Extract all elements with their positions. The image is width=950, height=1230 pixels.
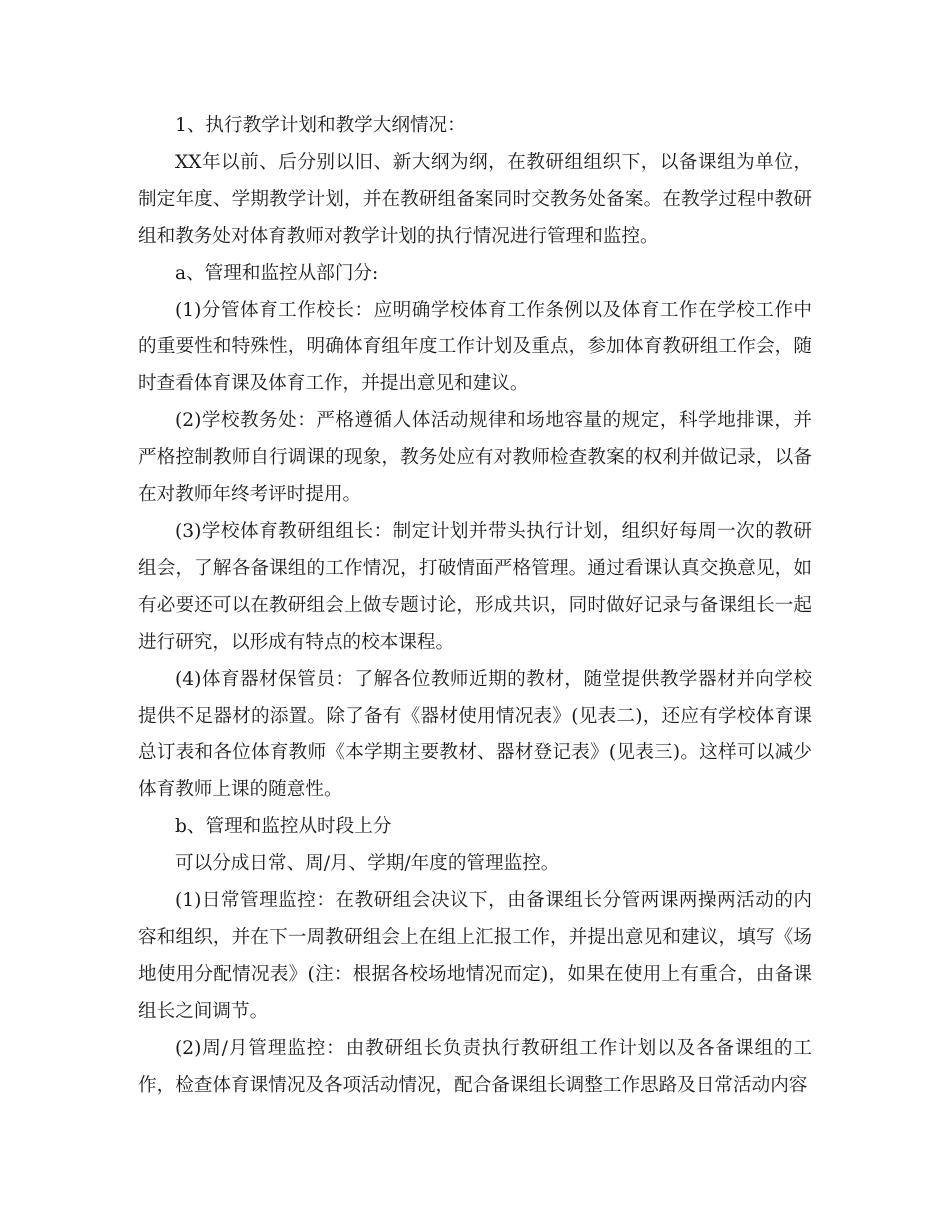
paragraph-principal: (1)分管体育工作校长：应明确学校体育工作条例以及体育工作在学校工作中的重要性和特殊性，明确体育组年度工作计划及重点，参加体育教研组工作会，随时查看体育课及体育工作，并提出意见和建议。 [138,299,812,395]
paragraph-weekly-monthly-monitoring: (2)周/月管理监控：由教研组长负责执行教研组工作计划以及各备课组的工作，检查体育课情况及各项活动情况，配合备课组长调整工作思路及日常活动内容 [138,1037,812,1096]
subsection-heading-a: a、管理和监控从部门分: [175,262,379,284]
paragraph-equipment-keeper: (4)体育器材保管员：了解各位教师近期的教材，随堂提供教学器材并向学校提供不足器材的添置。除了备有《器材使用情况表》(见表二)，还应有学校体育课总订表和各位体育教师《本学期主要教材、器材登记表》(见表三)。这样可以减少体育教师上课的随意性。 [138,668,812,801]
document-page [138,108,812,1104]
subsection-heading-b: b、管理和监控从时段上分 [175,816,392,838]
paragraph-time-periods: 可以分成日常、周/月、学期/年度的管理监控。 [175,853,560,875]
paragraph-group-leader: (3)学校体育教研组组长：制定计划并带头执行计划，组织好每周一次的教研组会，了解各备课组的工作情况，打破情面严格管理。通过看课认真交换意见，如有必要还可以在教研组会上做专题讨论，形成共识，同时做好记录与备课组长一起进行研究，以形成有特点的校本课程。 [138,520,812,653]
section-heading-1: 1、执行教学计划和教学大纲情况： [175,115,466,136]
paragraph-daily-monitoring: (1)日常管理监控：在教研组会决议下，由备课组长分管两课两操两活动的内容和组织，并在下一周教研组会上在组上汇报工作，并提出意见和建议，填写《场地使用分配情况表》(注：根据各校场地情况而定)，如果在使用上有重合，由备课组长之间调节。 [138,890,812,1022]
paragraph-academic-office: (2)学校教务处：严格遵循人体活动规律和场地容量的规定，科学地排课，并严格控制教师自行调课的现象，教务处应有对教师检查教案的权利并做记录，以备在对教师年终考评时提用。 [138,410,812,506]
intro-paragraph: XX年以前、后分别以旧、新大纲为纲，在教研组组织下，以备课组为单位，制定年度、学期教学计划，并在教研组备案同时交教务处备案。在教学过程中教研组和教务处对体育教师对教学计划的执行情况进行管理和监控。 [138,151,812,247]
